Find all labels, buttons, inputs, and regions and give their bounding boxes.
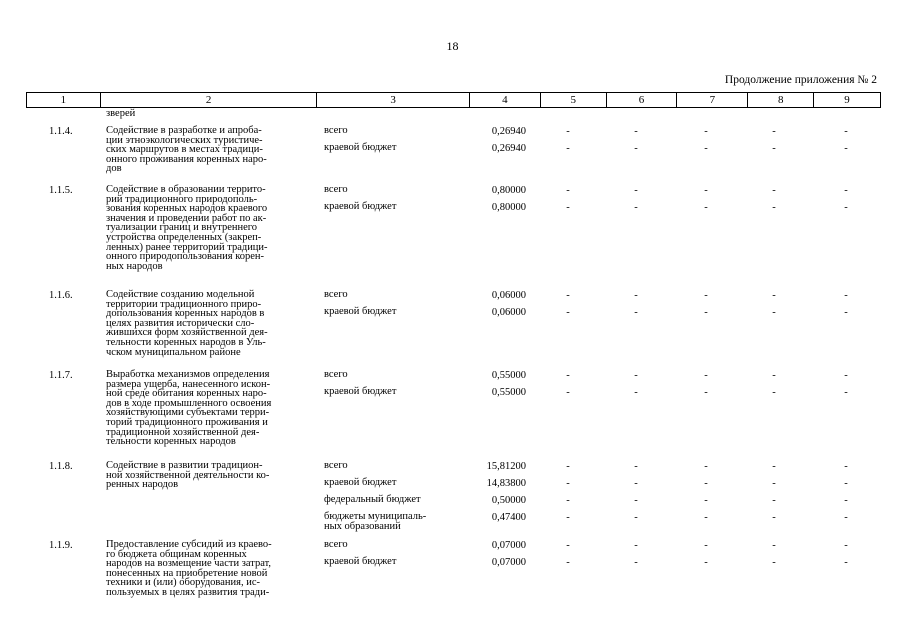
- funding-row: [26, 461, 881, 475]
- header-col-7: 7: [677, 93, 748, 107]
- cell-c5: -: [566, 540, 570, 551]
- item-number: 1.1.4.: [49, 126, 73, 137]
- cell-c6: -: [634, 495, 638, 506]
- funding-source: [324, 461, 348, 471]
- funding-source: [324, 202, 396, 212]
- description-line: Содействие в развитии традицион-: [106, 460, 263, 471]
- funding-row: [26, 307, 881, 321]
- cell-c9: -: [844, 461, 848, 472]
- cell-c5: -: [566, 126, 570, 137]
- cell-c9: -: [844, 202, 848, 213]
- funding-amount: 0,26940: [491, 143, 526, 154]
- header-col-4: 4: [470, 93, 541, 107]
- description-line: онного природопользования корен-: [106, 251, 265, 263]
- funding-amount: 0,55000: [491, 387, 526, 398]
- funding-row: [26, 478, 881, 492]
- header-col-5: 5: [541, 93, 607, 107]
- funding-source-line: всего: [324, 369, 348, 380]
- cell-c9: -: [844, 512, 848, 523]
- cell-c9: -: [844, 126, 848, 137]
- cell-c9: -: [844, 370, 848, 381]
- description-line: территории традиционного приро-: [106, 298, 262, 310]
- cell-c6: -: [634, 290, 638, 301]
- description-line: ских маршрутов в местах традици-: [106, 144, 263, 156]
- item-number: 1.1.5.: [49, 185, 73, 196]
- cell-c5: -: [566, 557, 570, 568]
- funding-source: [324, 478, 396, 488]
- header-col-3: 3: [317, 93, 470, 107]
- funding-amount: 0,26940: [491, 126, 526, 137]
- cell-c8: -: [772, 478, 776, 489]
- funding-amount: 0,80000: [491, 202, 526, 213]
- funding-source: [324, 540, 348, 550]
- funding-row: [26, 495, 881, 509]
- description-line: ции этноэкологических туристиче-: [106, 134, 263, 146]
- description-line: размера ущерба, нанесенного искон-: [106, 378, 271, 390]
- funding-row: [26, 290, 881, 304]
- header-col-2: 2: [101, 93, 317, 107]
- funding-row: [26, 557, 881, 571]
- item-number: 1.1.8.: [49, 461, 73, 472]
- funding-amount: 0,07000: [491, 540, 526, 551]
- description-line: ленных) ранее территорий традици-: [106, 241, 268, 253]
- description-line: хозяйствующими субъектами терри-: [106, 407, 270, 419]
- description-line: пользуемых в целях развития тради-: [106, 586, 270, 598]
- description-line: целях развития исторически сло-: [106, 317, 255, 329]
- cell-c7: -: [704, 185, 708, 196]
- description-line: онного проживания коренных наро-: [106, 153, 267, 165]
- cell-c6: -: [634, 185, 638, 196]
- cell-c9: -: [844, 143, 848, 154]
- cell-c5: -: [566, 307, 570, 318]
- description-line: Предоставление субсидий из краево-: [106, 539, 272, 550]
- cell-c9: -: [844, 185, 848, 196]
- funding-row: [26, 387, 881, 401]
- funding-amount: 0,50000: [491, 495, 526, 506]
- cell-c5: -: [566, 495, 570, 506]
- cell-c6: -: [634, 126, 638, 137]
- description-line: ренных народов: [106, 479, 179, 491]
- cell-c8: -: [772, 185, 776, 196]
- cell-c8: -: [772, 370, 776, 381]
- funding-source: [324, 557, 396, 567]
- description-line: торий традиционного проживания и: [106, 416, 268, 428]
- description-line: допользования коренных народов в: [106, 308, 265, 320]
- cell-c8: -: [772, 461, 776, 472]
- description-line: ных народов: [106, 260, 163, 272]
- description-line: Содействие в образовании террито-: [106, 184, 266, 195]
- header-col-1: 1: [27, 93, 101, 107]
- cell-c6: -: [634, 370, 638, 381]
- cell-c8: -: [772, 557, 776, 568]
- header-col-8: 8: [748, 93, 814, 107]
- cell-c8: -: [772, 307, 776, 318]
- funding-amount: 0,80000: [491, 185, 526, 196]
- cell-c9: -: [844, 557, 848, 568]
- description-line: зования коренных народов краевого: [106, 203, 268, 215]
- cell-c5: -: [566, 370, 570, 381]
- funding-source-line: краевой бюджет: [324, 142, 397, 153]
- description-line: Выработка механизмов определения: [106, 369, 270, 380]
- funding-row: [26, 202, 881, 216]
- funding-source-line: краевой бюджет: [324, 477, 397, 488]
- funding-source: [324, 290, 348, 300]
- funding-source-line: краевой бюджет: [324, 306, 397, 317]
- funding-source-line: ных образований: [324, 520, 401, 532]
- cell-c8: -: [772, 512, 776, 523]
- description-line: чском муниципальном районе: [106, 346, 241, 358]
- continued-text: зверей: [106, 108, 136, 119]
- cell-c5: -: [566, 512, 570, 523]
- funding-amount: 0,55000: [491, 370, 526, 381]
- funding-source: [324, 512, 426, 531]
- table-header: [26, 92, 881, 108]
- description-line: устройства определенных (закреп-: [106, 231, 262, 243]
- header-col-6: 6: [607, 93, 678, 107]
- description-line: жившихся форм хозяйственной дея-: [106, 327, 268, 339]
- description-line: ной среде обитания коренных наро-: [106, 388, 267, 400]
- funding-source-line: всего: [324, 539, 348, 550]
- header-col-9: 9: [844, 94, 850, 106]
- description-line: туализации границ и внутреннего: [106, 222, 258, 234]
- cell-c6: -: [634, 540, 638, 551]
- funding-row: [26, 143, 881, 157]
- funding-source-line: всего: [324, 289, 348, 300]
- cell-c9: -: [844, 495, 848, 506]
- cell-c5: -: [566, 290, 570, 301]
- cell-c6: -: [634, 307, 638, 318]
- cell-c7: -: [704, 143, 708, 154]
- cell-c7: -: [704, 290, 708, 301]
- description-line: го бюджета общинам коренных: [106, 548, 247, 560]
- description-line: народов на возмещение части затрат,: [106, 558, 272, 570]
- cell-c7: -: [704, 557, 708, 568]
- page-number: 18: [446, 39, 459, 53]
- cell-c6: -: [634, 143, 638, 154]
- funding-source-line: бюджеты муниципаль-: [324, 511, 427, 522]
- funding-amount: 0,07000: [491, 557, 526, 568]
- funding-row: [26, 540, 881, 554]
- cell-c5: -: [566, 478, 570, 489]
- cell-c6: -: [634, 478, 638, 489]
- cell-c8: -: [772, 202, 776, 213]
- funding-amount: 0,06000: [491, 307, 526, 318]
- funding-amount: 14,83800: [486, 478, 526, 489]
- cell-c8: -: [772, 387, 776, 398]
- funding-row: [26, 370, 881, 384]
- cell-c6: -: [634, 557, 638, 568]
- description-line: рий традиционного природополь-: [106, 193, 258, 205]
- funding-source-line: краевой бюджет: [324, 386, 397, 397]
- description-line: тельности коренных народов в Уль-: [106, 336, 266, 348]
- cell-c5: -: [566, 387, 570, 398]
- cell-c7: -: [704, 512, 708, 523]
- funding-source: [324, 143, 396, 153]
- funding-row: [26, 185, 881, 199]
- cell-c8: -: [772, 290, 776, 301]
- cell-c5: -: [566, 143, 570, 154]
- funding-source-line: всего: [324, 125, 348, 136]
- cell-c7: -: [704, 478, 708, 489]
- funding-amount: 15,81200: [486, 461, 526, 472]
- item-number: 1.1.6.: [49, 290, 73, 301]
- item-number: 1.1.9.: [49, 540, 73, 551]
- cell-c7: -: [704, 461, 708, 472]
- cell-c7: -: [704, 387, 708, 398]
- annex-title: Продолжение приложения № 2: [724, 74, 877, 86]
- cell-c7: -: [704, 370, 708, 381]
- description-line: Содействие созданию модельной: [106, 289, 255, 300]
- funding-source: [324, 307, 396, 317]
- funding-source-line: всего: [324, 184, 348, 195]
- description-line: тельности коренных народов: [106, 436, 236, 448]
- description-line: техники и (или) оборудования, ис-: [106, 577, 260, 589]
- cell-c5: -: [566, 461, 570, 472]
- funding-source: [324, 185, 348, 195]
- funding-source-line: федеральный бюджет: [324, 494, 421, 505]
- cell-c6: -: [634, 202, 638, 213]
- funding-amount: 0,47400: [491, 512, 526, 523]
- cell-c7: -: [704, 307, 708, 318]
- cell-c6: -: [634, 387, 638, 398]
- funding-row: [26, 126, 881, 140]
- cell-c9: -: [844, 478, 848, 489]
- item-number: 1.1.7.: [49, 370, 73, 381]
- cell-c7: -: [704, 495, 708, 506]
- cell-c5: -: [566, 185, 570, 196]
- funding-source-line: краевой бюджет: [324, 556, 397, 567]
- cell-c9: -: [844, 540, 848, 551]
- cell-c6: -: [634, 512, 638, 523]
- funding-source: [324, 370, 348, 380]
- funding-source: [324, 126, 348, 136]
- cell-c8: -: [772, 495, 776, 506]
- funding-amount: 0,06000: [491, 290, 526, 301]
- cell-c9: -: [844, 290, 848, 301]
- cell-c7: -: [704, 540, 708, 551]
- cell-c6: -: [634, 461, 638, 472]
- description-line: Содействие в разработке и апроба-: [106, 125, 262, 136]
- description-line: дов в ходе промышленного освоения: [106, 397, 272, 409]
- cell-c8: -: [772, 540, 776, 551]
- cell-c7: -: [704, 126, 708, 137]
- description-line: ной хозяйственной деятельности ко-: [106, 469, 270, 481]
- description-line: традиционной хозяйственной дея-: [106, 426, 260, 438]
- cell-c8: -: [772, 143, 776, 154]
- cell-c9: -: [844, 307, 848, 318]
- cell-c7: -: [704, 202, 708, 213]
- description-line: значения и проведении работ по ак-: [106, 212, 267, 224]
- cell-c5: -: [566, 202, 570, 213]
- funding-source: [324, 387, 396, 397]
- description-line: дов: [106, 163, 122, 175]
- description-line: понесенных на приобретение новой: [106, 567, 268, 579]
- cell-c9: -: [844, 387, 848, 398]
- funding-row: [26, 511, 881, 532]
- cell-c8: -: [772, 126, 776, 137]
- funding-source: [324, 495, 421, 505]
- funding-source-line: краевой бюджет: [324, 201, 397, 212]
- funding-source-line: всего: [324, 460, 348, 471]
